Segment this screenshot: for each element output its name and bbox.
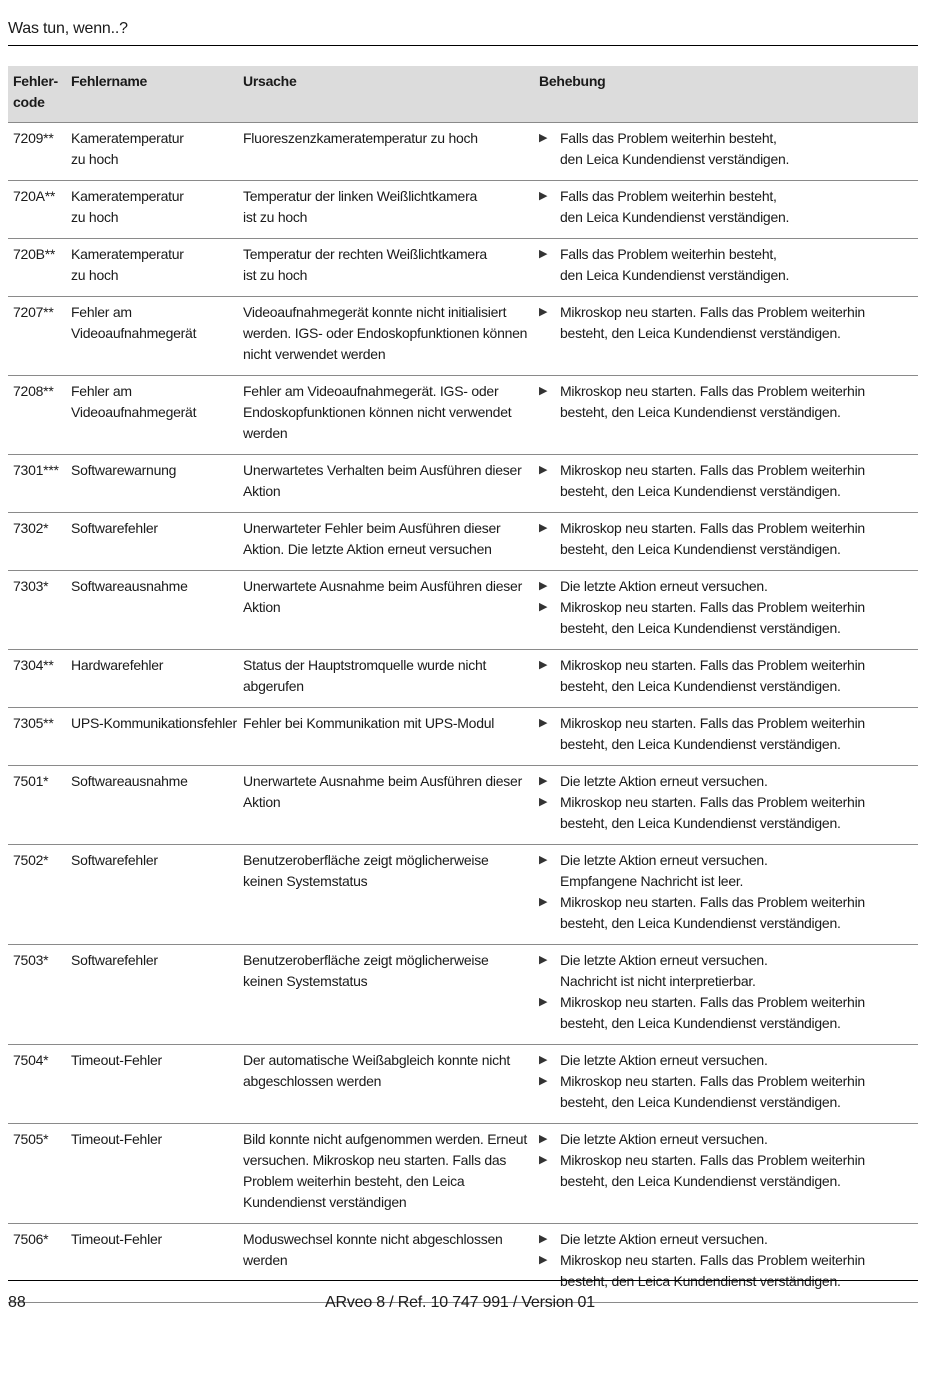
remedy-step-text [560, 792, 865, 834]
text-line: 7503* [13, 952, 49, 968]
remedy-step [539, 713, 912, 755]
triangle-right-icon: ▶ [539, 132, 548, 144]
error-remedy-cell [539, 518, 918, 560]
text-line: Fehlername [71, 73, 148, 89]
text-line: Problem weiterhin besteht, den Leica [243, 1173, 465, 1189]
error-code-cell [8, 381, 71, 444]
triangle-right-icon: ▶ [539, 1254, 548, 1266]
remedy-step [539, 1129, 912, 1150]
text-line: 7303* [13, 578, 49, 594]
error-name-cell [71, 128, 243, 170]
text-line: 7505* [13, 1131, 49, 1147]
triangle-right-icon: ▶ [539, 1133, 548, 1145]
text-line: besteht, den Leica Kundendienst verständigen. [560, 541, 841, 557]
triangle-right-icon: ▶ [539, 1075, 548, 1087]
text-line: Die letzte Aktion erneut versuchen. [560, 578, 768, 594]
text-line: Softwareausnahme [71, 773, 188, 789]
text-line: Moduswechsel konnte nicht abgeschlossen [243, 1231, 503, 1247]
error-cause-cell [243, 1229, 539, 1292]
error-name-cell [71, 655, 243, 697]
table-row [8, 945, 918, 1045]
remedy-step [539, 302, 912, 344]
triangle-right-icon: ▶ [539, 580, 548, 592]
triangle-right-icon: ▶ [539, 522, 548, 534]
text-line: besteht, den Leica Kundendienst verständigen. [560, 1173, 841, 1189]
error-name-cell [71, 244, 243, 286]
error-cause-cell [243, 302, 539, 365]
error-code-cell [8, 655, 71, 697]
text-line: zu hoch [71, 151, 119, 167]
remedy-step-text [560, 950, 768, 992]
remedy-step-text [560, 460, 865, 502]
error-remedy-cell [539, 244, 918, 286]
text-line: Falls das Problem weiterhin besteht, [560, 130, 777, 146]
error-name-cell [71, 186, 243, 228]
text-line: besteht, den Leica Kundendienst verständigen. [560, 1273, 841, 1289]
error-remedy-cell [539, 771, 918, 834]
triangle-right-icon: ▶ [539, 190, 548, 202]
text-line: Mikroskop neu starten. Falls das Problem weiterhin [560, 304, 865, 320]
error-name-cell [71, 850, 243, 934]
text-line: den Leica Kundendienst verständigen. [560, 267, 790, 283]
text-line: 7302* [13, 520, 49, 536]
triangle-right-icon: ▶ [539, 896, 548, 908]
text-line: Timeout-Fehler [71, 1231, 162, 1247]
remedy-step [539, 655, 912, 697]
remedy-step [539, 597, 912, 639]
text-line: nicht verwendet werden [243, 346, 386, 362]
text-line: 7301*** [13, 462, 59, 478]
text-line: Aktion [243, 599, 281, 615]
text-line: Hardwarefehler [71, 657, 164, 673]
text-line: besteht, den Leica Kundendienst verständigen. [560, 404, 841, 420]
text-line: ist zu hoch [243, 267, 308, 283]
text-line: Fehler am Videoaufnahmegerät. IGS- oder [243, 383, 499, 399]
text-line: Falls das Problem weiterhin besteht, [560, 246, 777, 262]
error-code-cell [8, 713, 71, 755]
text-line: Aktion. Die letzte Aktion erneut versuchen [243, 541, 492, 557]
remedy-step-text [560, 892, 865, 934]
error-cause-cell [243, 244, 539, 286]
remedy-step-text [560, 1250, 865, 1292]
table-row [8, 376, 918, 455]
table-row [8, 845, 918, 945]
remedy-step-text [560, 1150, 865, 1192]
error-name-cell [71, 576, 243, 639]
text-line: Die letzte Aktion erneut versuchen. [560, 852, 768, 868]
text-line: werden [243, 425, 288, 441]
remedy-step [539, 950, 912, 992]
text-line: Kameratemperatur [71, 246, 184, 262]
remedy-step [539, 992, 912, 1034]
error-code-cell [8, 460, 71, 502]
error-remedy-cell [539, 1229, 918, 1292]
text-line: Mikroskop neu starten. Falls das Problem weiterhin [560, 894, 865, 910]
text-line: werden. IGS- oder Endoskopfunktionen können [243, 325, 528, 341]
error-cause-cell [243, 713, 539, 755]
text-line: Die letzte Aktion erneut versuchen. [560, 773, 768, 789]
triangle-right-icon: ▶ [539, 717, 548, 729]
error-code-cell [8, 518, 71, 560]
text-line: besteht, den Leica Kundendienst verständigen. [560, 1015, 841, 1031]
text-line: Falls das Problem weiterhin besteht, [560, 188, 777, 204]
error-remedy-cell [539, 655, 918, 697]
remedy-step [539, 576, 912, 597]
table-body [8, 123, 918, 1303]
triangle-right-icon: ▶ [539, 601, 548, 613]
text-line: versuchen. Mikroskop neu starten. Falls das [243, 1152, 507, 1168]
error-name-cell [71, 771, 243, 834]
table-row [8, 455, 918, 513]
remedy-step-text [560, 128, 789, 170]
text-line: Mikroskop neu starten. Falls das Problem weiterhin [560, 599, 865, 615]
text-line: Softwarefehler [71, 952, 158, 968]
text-line: Temperatur der linken Weißlichtkamera [243, 188, 478, 204]
text-line: Softwarefehler [71, 520, 158, 536]
text-line: Mikroskop neu starten. Falls das Problem weiterhin [560, 657, 865, 673]
error-remedy-cell [539, 1050, 918, 1113]
remedy-step [539, 244, 912, 286]
table-row [8, 571, 918, 650]
text-line: Unerwartetes Verhalten beim Ausführen dieser [243, 462, 522, 478]
text-line: Die letzte Aktion erneut versuchen. [560, 952, 768, 968]
text-line: Videoaufnahmegerät konnte nicht initialisiert [243, 304, 507, 320]
text-line: besteht, den Leica Kundendienst verständigen. [560, 1094, 841, 1110]
text-line: Unerwartete Ausnahme beim Ausführen dieser [243, 773, 522, 789]
text-line: Mikroskop neu starten. Falls das Problem weiterhin [560, 1073, 865, 1089]
remedy-step [539, 186, 912, 228]
text-line: den Leica Kundendienst verständigen. [560, 209, 790, 225]
triangle-right-icon: ▶ [539, 775, 548, 787]
text-line: werden [243, 1252, 288, 1268]
remedy-step [539, 1150, 912, 1192]
text-line: Bild konnte nicht aufgenommen werden. Erneut [243, 1131, 527, 1147]
remedy-step-text [560, 1071, 865, 1113]
text-line: abgerufen [243, 678, 304, 694]
text-line: 720A** [13, 188, 56, 204]
remedy-step [539, 381, 912, 423]
text-line: besteht, den Leica Kundendienst verständigen. [560, 483, 841, 499]
triangle-right-icon: ▶ [539, 385, 548, 397]
triangle-right-icon: ▶ [539, 306, 548, 318]
text-line: Ursache [243, 73, 297, 89]
remedy-step [539, 771, 912, 792]
remedy-step-text [560, 518, 865, 560]
text-line: Fehler bei Kommunikation mit UPS-Modul [243, 715, 495, 731]
text-line: Mikroskop neu starten. Falls das Problem weiterhin [560, 462, 865, 478]
error-remedy-cell [539, 460, 918, 502]
error-cause-cell [243, 850, 539, 934]
text-line: besteht, den Leica Kundendienst verständigen. [560, 915, 841, 931]
error-remedy-cell [539, 950, 918, 1034]
text-line: Unerwarteter Fehler beim Ausführen dieser [243, 520, 501, 536]
error-remedy-cell [539, 381, 918, 444]
remedy-step [539, 128, 912, 170]
text-line: Behebung [539, 73, 606, 89]
text-line: Endoskopfunktionen können nicht verwendet [243, 404, 512, 420]
error-code-table [8, 66, 918, 1303]
triangle-right-icon: ▶ [539, 1233, 548, 1245]
triangle-right-icon: ▶ [539, 954, 548, 966]
remedy-step-text [560, 1129, 768, 1150]
remedy-step [539, 792, 912, 834]
error-code-cell [8, 950, 71, 1034]
error-code-cell [8, 186, 71, 228]
text-line: besteht, den Leica Kundendienst verständigen. [560, 325, 841, 341]
remedy-step [539, 1250, 912, 1292]
error-code-cell [8, 1050, 71, 1113]
table-row [8, 239, 918, 297]
text-line: Timeout-Fehler [71, 1052, 162, 1068]
error-code-cell [8, 128, 71, 170]
table-row [8, 650, 918, 708]
text-line: besteht, den Leica Kundendienst verständigen. [560, 815, 841, 831]
text-line: Mikroskop neu starten. Falls das Problem weiterhin [560, 715, 865, 731]
remedy-step-text [560, 244, 789, 286]
text-line: den Leica Kundendienst verständigen. [560, 151, 790, 167]
page-header-title: Was tun, wenn..? [8, 20, 128, 37]
error-code-cell [8, 576, 71, 639]
text-line: Mikroskop neu starten. Falls das Problem weiterhin [560, 1252, 865, 1268]
text-line: Fehler am [71, 383, 132, 399]
remedy-step-text [560, 1050, 768, 1071]
triangle-right-icon: ▶ [539, 1154, 548, 1166]
error-cause-cell [243, 576, 539, 639]
remedy-step-text [560, 992, 865, 1034]
text-line: keinen Systemstatus [243, 873, 368, 889]
error-cause-cell [243, 1050, 539, 1113]
error-name-cell [71, 518, 243, 560]
text-line: Softwareausnahme [71, 578, 188, 594]
text-line: 7506* [13, 1231, 49, 1247]
column-header-remedy [539, 71, 918, 122]
error-name-cell [71, 460, 243, 502]
error-remedy-cell [539, 576, 918, 639]
text-line: Empfangene Nachricht ist leer. [560, 873, 744, 889]
triangle-right-icon: ▶ [539, 796, 548, 808]
remedy-step-text [560, 1229, 768, 1250]
remedy-step-text [560, 302, 865, 344]
triangle-right-icon: ▶ [539, 659, 548, 671]
text-line: 7501* [13, 773, 49, 789]
error-cause-cell [243, 950, 539, 1034]
remedy-step-text [560, 597, 865, 639]
table-row [8, 123, 918, 181]
table-row [8, 1045, 918, 1124]
table-row [8, 766, 918, 845]
table-row [8, 513, 918, 571]
error-cause-cell [243, 381, 539, 444]
error-code-cell [8, 1129, 71, 1213]
text-line: abgeschlossen werden [243, 1073, 382, 1089]
remedy-step-text [560, 381, 865, 423]
remedy-step-text [560, 850, 768, 892]
header-divider [8, 45, 918, 46]
error-name-cell [71, 1050, 243, 1113]
remedy-step [539, 850, 912, 892]
triangle-right-icon: ▶ [539, 854, 548, 866]
text-line: Mikroskop neu starten. Falls das Problem weiterhin [560, 1152, 865, 1168]
error-name-cell [71, 302, 243, 365]
text-line: 7209** [13, 130, 54, 146]
error-name-cell [71, 381, 243, 444]
text-line: zu hoch [71, 209, 119, 225]
column-header-cause [243, 71, 539, 122]
error-remedy-cell [539, 128, 918, 170]
text-line: 7504* [13, 1052, 49, 1068]
text-line: Kameratemperatur [71, 188, 184, 204]
text-line: Softwarefehler [71, 852, 158, 868]
text-line: ist zu hoch [243, 209, 308, 225]
text-line: besteht, den Leica Kundendienst verständigen. [560, 620, 841, 636]
text-line: Videoaufnahmegerät [71, 404, 197, 420]
text-line: Benutzeroberfläche zeigt möglicherweise [243, 852, 489, 868]
text-line: Aktion [243, 483, 281, 499]
error-name-cell [71, 713, 243, 755]
remedy-step [539, 518, 912, 560]
column-header-code [8, 71, 71, 122]
triangle-right-icon: ▶ [539, 248, 548, 260]
text-line: Temperatur der rechten Weißlichtkamera [243, 246, 487, 262]
text-line: keinen Systemstatus [243, 973, 368, 989]
error-remedy-cell [539, 1129, 918, 1213]
footer-divider [8, 1280, 918, 1281]
text-line: Fehler am [71, 304, 132, 320]
error-code-cell [8, 244, 71, 286]
table-row [8, 1124, 918, 1224]
error-cause-cell [243, 1129, 539, 1213]
text-line: 7502* [13, 852, 49, 868]
error-cause-cell [243, 771, 539, 834]
error-cause-cell [243, 655, 539, 697]
triangle-right-icon: ▶ [539, 1054, 548, 1066]
text-line: Status der Hauptstromquelle wurde nicht [243, 657, 487, 673]
text-line: Mikroskop neu starten. Falls das Problem weiterhin [560, 994, 865, 1010]
error-cause-cell [243, 128, 539, 170]
text-line: Kundendienst verständigen [243, 1194, 407, 1210]
error-remedy-cell [539, 713, 918, 755]
text-line: besteht, den Leica Kundendienst verständigen. [560, 678, 841, 694]
column-header-name [71, 71, 243, 122]
remedy-step [539, 892, 912, 934]
triangle-right-icon: ▶ [539, 996, 548, 1008]
error-remedy-cell [539, 186, 918, 228]
text-line: besteht, den Leica Kundendienst verständigen. [560, 736, 841, 752]
remedy-step-text [560, 771, 768, 792]
error-name-cell [71, 950, 243, 1034]
text-line: UPS-Kommunikationsfehler [71, 715, 237, 731]
table-row [8, 708, 918, 766]
text-line: Kameratemperatur [71, 130, 184, 146]
text-line: Timeout-Fehler [71, 1131, 162, 1147]
remedy-step [539, 460, 912, 502]
error-code-cell [8, 1229, 71, 1292]
text-line: Nachricht ist nicht interpretierbar. [560, 973, 756, 989]
text-line: Unerwartete Ausnahme beim Ausführen dieser [243, 578, 522, 594]
text-line: Softwarewarnung [71, 462, 177, 478]
text-line: Die letzte Aktion erneut versuchen. [560, 1231, 768, 1247]
table-header-row [8, 66, 918, 123]
text-line: Mikroskop neu starten. Falls das Problem weiterhin [560, 383, 865, 399]
error-name-cell [71, 1129, 243, 1213]
text-line: zu hoch [71, 267, 119, 283]
text-line: 7304** [13, 657, 54, 673]
text-line: Fehler- [13, 73, 58, 89]
page-number: 88 [8, 1294, 26, 1311]
text-line: code [13, 94, 45, 110]
error-cause-cell [243, 518, 539, 560]
error-name-cell [71, 1229, 243, 1292]
triangle-right-icon: ▶ [539, 464, 548, 476]
remedy-step [539, 1050, 912, 1071]
text-line: Die letzte Aktion erneut versuchen. [560, 1131, 768, 1147]
remedy-step-text [560, 576, 768, 597]
text-line: Videoaufnahmegerät [71, 325, 197, 341]
document-reference: ARveo 8 / Ref. 10 747 991 / Version 01 [325, 1294, 595, 1311]
error-code-cell [8, 302, 71, 365]
text-line: Fluoreszenzkameratemperatur zu hoch [243, 130, 478, 146]
table-row [8, 297, 918, 376]
text-line: 720B** [13, 246, 56, 262]
error-code-cell [8, 850, 71, 934]
table-row [8, 181, 918, 239]
remedy-step-text [560, 655, 865, 697]
text-line: Benutzeroberfläche zeigt möglicherweise [243, 952, 489, 968]
error-remedy-cell [539, 850, 918, 934]
remedy-step-text [560, 186, 789, 228]
text-line: 7208** [13, 383, 54, 399]
remedy-step-text [560, 713, 865, 755]
text-line: Aktion [243, 794, 281, 810]
text-line: Der automatische Weißabgleich konnte nicht [243, 1052, 511, 1068]
error-code-cell [8, 771, 71, 834]
error-remedy-cell [539, 302, 918, 365]
text-line: 7207** [13, 304, 54, 320]
error-cause-cell [243, 460, 539, 502]
text-line: Die letzte Aktion erneut versuchen. [560, 1052, 768, 1068]
text-line: Mikroskop neu starten. Falls das Problem weiterhin [560, 794, 865, 810]
error-cause-cell [243, 186, 539, 228]
text-line: 7305** [13, 715, 54, 731]
remedy-step [539, 1071, 912, 1113]
text-line: Mikroskop neu starten. Falls das Problem weiterhin [560, 520, 865, 536]
remedy-step [539, 1229, 912, 1250]
